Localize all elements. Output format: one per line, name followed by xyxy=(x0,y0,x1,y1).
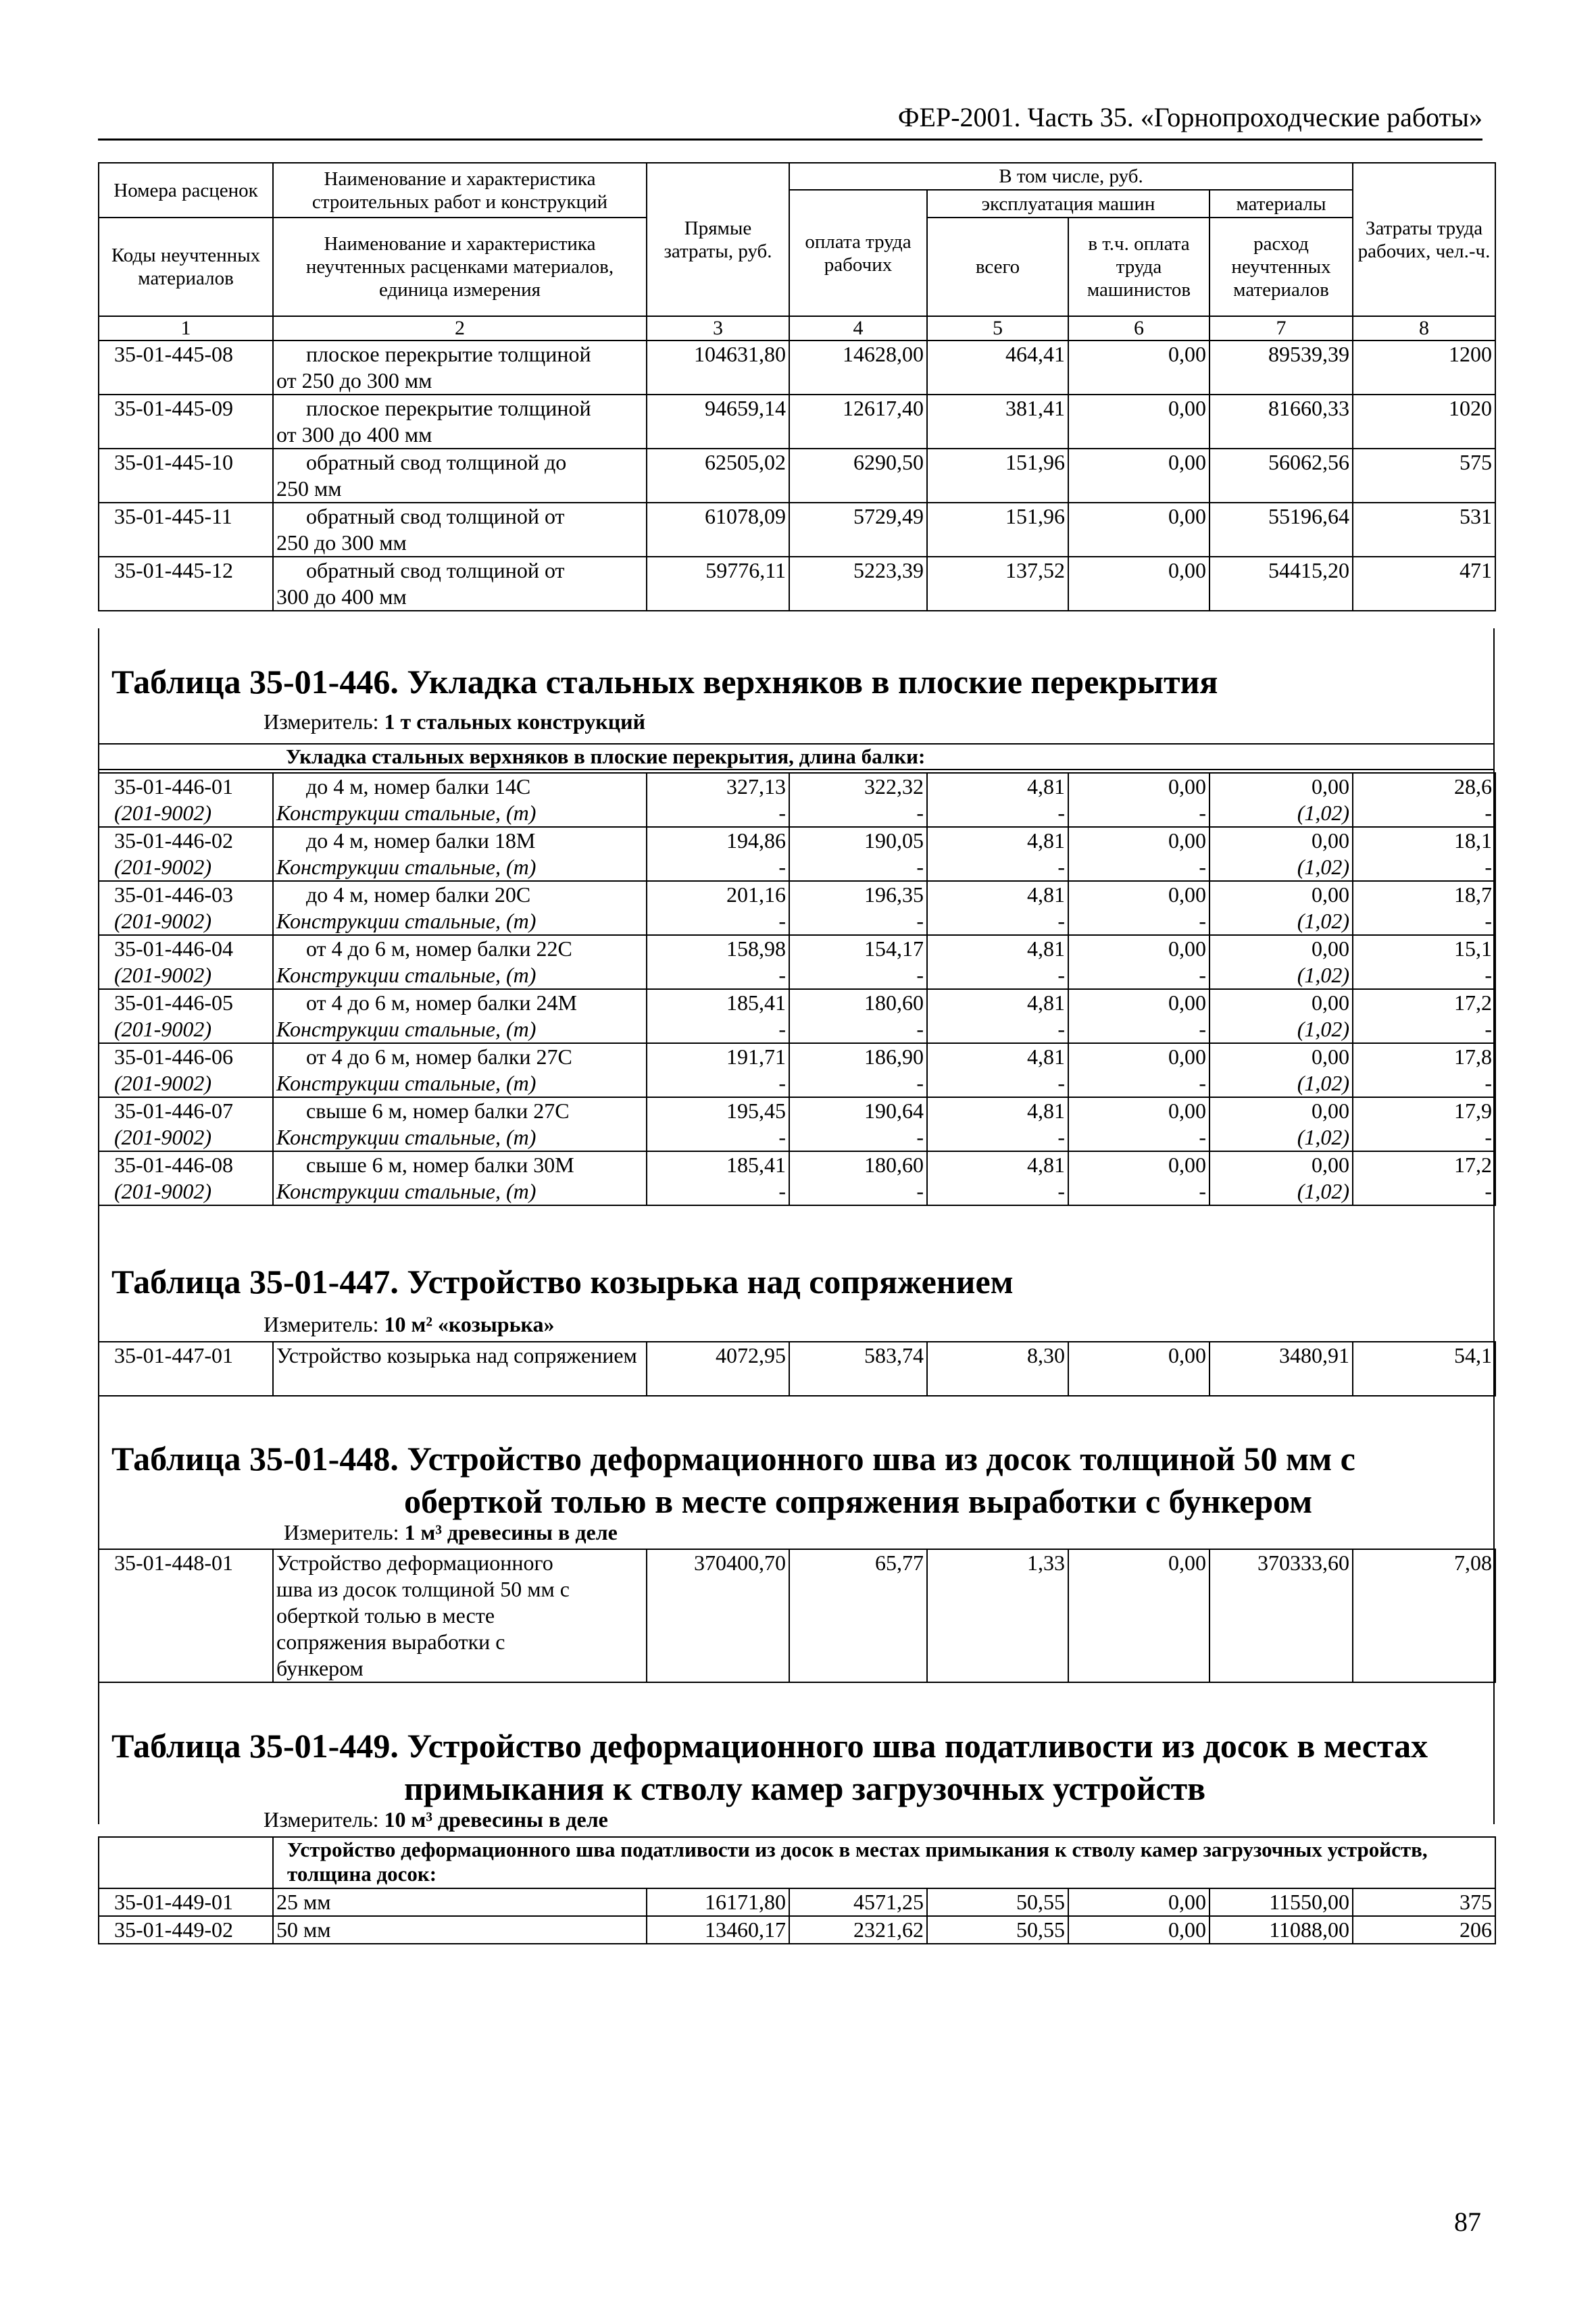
table-449-title-line2: примыкания к стволу камер загрузочных устройств xyxy=(404,1769,1206,1807)
cell-mach: 4,81 xyxy=(927,881,1068,908)
rate-name xyxy=(273,1151,647,1178)
table-cell: 13460,17 xyxy=(647,1916,789,1944)
material-name: Конструкции стальные, (т) xyxy=(273,962,647,989)
col-index: 8 xyxy=(1353,316,1495,341)
dash-cell: - xyxy=(789,1070,927,1097)
col-wage: оплата труда рабочих xyxy=(789,190,927,316)
table-cell: 35-01-445-11 xyxy=(99,503,273,557)
dash-cell: - xyxy=(789,1016,927,1043)
rate-name xyxy=(273,989,647,1016)
cell-direct: 191,71 xyxy=(647,1043,789,1070)
table-cell: Измеритель: xyxy=(264,1807,379,1832)
table-cell: 583,74 xyxy=(789,1342,927,1396)
cell-labor: 18,1 xyxy=(1353,827,1495,854)
cell-mat: 0,00 xyxy=(1210,827,1353,854)
dash-cell: - xyxy=(1353,1070,1495,1097)
material-row xyxy=(99,908,1495,935)
table-cell: 14628,00 xyxy=(789,341,927,395)
cell-wage: 322,32 xyxy=(789,773,927,800)
table-cell: 0,00 xyxy=(1068,341,1210,395)
table-447 xyxy=(98,1341,1496,1397)
cell-wage: 180,60 xyxy=(789,989,927,1016)
table-cell: 7,08 xyxy=(1353,1549,1495,1682)
table-cell: 5729,49 xyxy=(789,503,927,557)
table-cell: 35-01-445-08 xyxy=(99,341,273,395)
table-446 xyxy=(98,743,1495,770)
dash-cell: - xyxy=(647,962,789,989)
table-row xyxy=(99,1888,1495,1916)
dash-cell: - xyxy=(1068,1178,1210,1205)
material-row xyxy=(99,800,1495,827)
dash-cell: - xyxy=(927,908,1068,935)
table-cell: 35-01-449-01 xyxy=(99,1888,273,1916)
table-row xyxy=(99,1342,1495,1396)
cell-direct: 185,41 xyxy=(647,989,789,1016)
table-cell: Измеритель: xyxy=(264,1312,379,1336)
table-row xyxy=(99,1043,1495,1070)
rate-code: 35-01-446-05 xyxy=(99,989,273,1016)
rate-name xyxy=(273,935,647,962)
cell-labor: 17,2 xyxy=(1353,1151,1495,1178)
cell-labor: 17,8 xyxy=(1353,1043,1495,1070)
table-cell: обратный свод толщиной от xyxy=(306,558,565,582)
cell-mat: 0,00 xyxy=(1210,935,1353,962)
header-row-top xyxy=(99,163,1495,190)
col-index: 7 xyxy=(1210,316,1353,341)
dash-cell: - xyxy=(1353,854,1495,881)
table-cell: плоское перекрытие толщиной xyxy=(306,342,591,366)
material-usage: (1,02) xyxy=(1210,1124,1353,1151)
dash-cell: - xyxy=(927,800,1068,827)
col-index: 2 xyxy=(273,316,647,341)
table-446-measure xyxy=(264,709,645,734)
cell-direct: 185,41 xyxy=(647,1151,789,1178)
rate-name xyxy=(273,1097,647,1124)
table-cell: от 4 до 6 м, номер балки 27С xyxy=(306,1045,572,1069)
cell-direct: 158,98 xyxy=(647,935,789,962)
table-cell: 56062,56 xyxy=(1210,449,1353,503)
table-446-title: Таблица 35-01-446. Укладка стальных верхняков в плоские перекрытия xyxy=(111,663,1218,701)
table-cell: 1,33 xyxy=(927,1549,1068,1682)
table-cell: 3480,91 xyxy=(1210,1342,1353,1396)
material-usage: (1,02) xyxy=(1210,908,1353,935)
table-cell: 151,96 xyxy=(927,449,1068,503)
col-index: 5 xyxy=(927,316,1068,341)
group-header xyxy=(98,744,1495,770)
cell-mach-wage: 0,00 xyxy=(1068,935,1210,962)
dash-cell: - xyxy=(1353,800,1495,827)
col-name-bottom: Наименование и характеристика неучтенных расценками материалов, единица измерения xyxy=(273,218,647,316)
table-448 xyxy=(98,1549,1496,1683)
col-index: 4 xyxy=(789,316,927,341)
table-cell: 151,96 xyxy=(927,503,1068,557)
dash-cell: - xyxy=(1353,962,1495,989)
cell-mat: 0,00 xyxy=(1210,1043,1353,1070)
table-cell: 0,00 xyxy=(1068,1888,1210,1916)
rate-code: 35-01-446-08 xyxy=(99,1151,273,1178)
table-cell: 11088,00 xyxy=(1210,1916,1353,1944)
table-cell: 55196,64 xyxy=(1210,503,1353,557)
table-cell: 370400,70 xyxy=(647,1549,789,1682)
dash-cell: - xyxy=(927,1124,1068,1151)
dash-cell: - xyxy=(1068,1124,1210,1151)
dash-cell: - xyxy=(789,854,927,881)
dash-cell: - xyxy=(647,1070,789,1097)
material-row xyxy=(99,962,1495,989)
table-cell: 1 т стальных конструкций xyxy=(384,709,646,734)
cell-direct: 194,86 xyxy=(647,827,789,854)
table-cell: 370333,60 xyxy=(1210,1549,1353,1682)
rate-name xyxy=(273,773,647,800)
table-cell: 575 xyxy=(1353,449,1495,503)
table-449 xyxy=(98,1836,1496,1944)
table-cell: 137,52 xyxy=(927,557,1068,611)
material-name: Конструкции стальные, (т) xyxy=(273,800,647,827)
cell-wage: 190,64 xyxy=(789,1097,927,1124)
table-row xyxy=(99,1097,1495,1124)
table-cell: 65,77 xyxy=(789,1549,927,1682)
table-row xyxy=(99,881,1495,908)
table-cell: 0,00 xyxy=(1068,1549,1210,1682)
material-name: Конструкции стальные, (т) xyxy=(273,1178,647,1205)
table-cell: 54415,20 xyxy=(1210,557,1353,611)
running-title: ФЕР-2001. Часть 35. «Горнопроходческие работы» xyxy=(897,102,1482,132)
cell-mach-wage: 0,00 xyxy=(1068,989,1210,1016)
table-cell: 5223,39 xyxy=(789,557,927,611)
material-usage: (1,02) xyxy=(1210,1178,1353,1205)
table-cell: 250 мм xyxy=(276,476,342,501)
material-usage: (1,02) xyxy=(1210,1070,1353,1097)
table-row xyxy=(99,341,1495,395)
table-cell: 464,41 xyxy=(927,341,1068,395)
col-incl: В том числе, руб. xyxy=(789,163,1353,190)
page-number: 87 xyxy=(1454,2207,1481,2237)
cell-mach-wage: 0,00 xyxy=(1068,1097,1210,1124)
dash-cell: - xyxy=(927,1016,1068,1043)
table-cell: Измеритель: xyxy=(264,709,379,734)
table-cell: обратный свод толщиной от xyxy=(306,504,565,528)
table-447-title: Таблица 35-01-447. Устройство козырька над сопряжением xyxy=(111,1263,1014,1301)
cell-mat: 0,00 xyxy=(1210,1097,1353,1124)
dash-cell: - xyxy=(647,1124,789,1151)
table-row xyxy=(99,1916,1495,1944)
table-cell: плоское перекрытие толщиной xyxy=(306,396,591,420)
material-code: (201-9002) xyxy=(99,854,273,881)
col-index: 6 xyxy=(1068,316,1210,341)
table-row xyxy=(99,827,1495,854)
rate-code: 35-01-446-06 xyxy=(99,1043,273,1070)
table-cell: 81660,33 xyxy=(1210,395,1353,449)
material-code: (201-9002) xyxy=(99,1178,273,1205)
material-name: Конструкции стальные, (т) xyxy=(273,1070,647,1097)
table-cell: Укладка стальных верхняков в плоские перекрытия, длина балки: xyxy=(272,744,1495,770)
dash-cell: - xyxy=(647,1016,789,1043)
table-row xyxy=(99,935,1495,962)
table-cell: 1 м³ древесины в деле xyxy=(404,1520,618,1544)
table-cell: 35-01-448-01 xyxy=(99,1549,273,1682)
dash-cell: - xyxy=(1353,908,1495,935)
dash-cell: - xyxy=(789,908,927,935)
table-cell: 0,00 xyxy=(1068,449,1210,503)
table-cell: 4571,25 xyxy=(789,1888,927,1916)
group-header xyxy=(99,1837,1495,1888)
dash-cell: - xyxy=(1068,1016,1210,1043)
table-cell: 1020 xyxy=(1353,395,1495,449)
material-code: (201-9002) xyxy=(99,1016,273,1043)
table-cell: 250 до 300 мм xyxy=(276,530,407,555)
table-row xyxy=(99,449,1495,503)
cell-mat: 0,00 xyxy=(1210,881,1353,908)
table-cell: 2321,62 xyxy=(789,1916,927,1944)
dash-cell: - xyxy=(1068,1070,1210,1097)
dash-cell: - xyxy=(647,1178,789,1205)
table-cell: 206 xyxy=(1353,1916,1495,1944)
rate-code: 35-01-446-03 xyxy=(99,881,273,908)
table-cell: 0,00 xyxy=(1068,557,1210,611)
cell-mat: 0,00 xyxy=(1210,773,1353,800)
material-code: (201-9002) xyxy=(99,908,273,935)
material-usage: (1,02) xyxy=(1210,1016,1353,1043)
table-cell: 59776,11 xyxy=(647,557,789,611)
col-index: 1 xyxy=(99,316,273,341)
table-cell: 35-01-445-10 xyxy=(99,449,273,503)
table-cell: Устройство козырька над сопряжением xyxy=(273,1342,647,1396)
rate-code: 35-01-446-02 xyxy=(99,827,273,854)
material-row xyxy=(99,1070,1495,1097)
table-446-body xyxy=(98,772,1496,1206)
table-cell: от 300 до 400 мм xyxy=(276,422,432,447)
table-cell: 375 xyxy=(1353,1888,1495,1916)
col-materials-usage: расход неучтенных материалов xyxy=(1210,218,1353,316)
table-cell: 531 xyxy=(1353,503,1495,557)
table-cell: до 4 м, номер балки 18М xyxy=(306,828,536,853)
table-cell: 0,00 xyxy=(1068,1916,1210,1944)
cell-mach-wage: 0,00 xyxy=(1068,1043,1210,1070)
rate-name xyxy=(273,827,647,854)
table-row xyxy=(99,395,1495,449)
cell-wage: 180,60 xyxy=(789,1151,927,1178)
col-name-top: Наименование и характеристика строительных работ и конструкций xyxy=(273,163,647,218)
table-cell: 300 до 400 мм xyxy=(276,584,407,609)
dash-cell: - xyxy=(647,854,789,881)
table-cell: Измеритель: xyxy=(284,1520,399,1544)
dash-cell: - xyxy=(927,854,1068,881)
table-row xyxy=(99,773,1495,800)
cell-mach: 4,81 xyxy=(927,1151,1068,1178)
material-usage: (1,02) xyxy=(1210,800,1353,827)
table-cell: 35-01-445-09 xyxy=(99,395,273,449)
material-code: (201-9002) xyxy=(99,1070,273,1097)
table-cell: 4072,95 xyxy=(647,1342,789,1396)
table-row xyxy=(99,557,1495,611)
cell-direct: 327,13 xyxy=(647,773,789,800)
cell-mach: 4,81 xyxy=(927,1097,1068,1124)
dash-cell: - xyxy=(647,908,789,935)
cell-mach: 4,81 xyxy=(927,773,1068,800)
material-name: Конструкции стальные, (т) xyxy=(273,1124,647,1151)
cell-mat: 0,00 xyxy=(1210,989,1353,1016)
cell-wage: 196,35 xyxy=(789,881,927,908)
table-445 xyxy=(98,162,1496,611)
material-row xyxy=(99,1178,1495,1205)
cell-labor: 28,6 xyxy=(1353,773,1495,800)
cell-wage: 186,90 xyxy=(789,1043,927,1070)
table-cell: обратный свод толщиной до xyxy=(306,450,567,474)
table-cell: 8,30 xyxy=(927,1342,1068,1396)
table-cell: 0,00 xyxy=(1068,395,1210,449)
table-448-measure xyxy=(284,1520,618,1545)
cell-labor: 15,1 xyxy=(1353,935,1495,962)
table-cell: 471 xyxy=(1353,557,1495,611)
material-code: (201-9002) xyxy=(99,1124,273,1151)
material-code: (201-9002) xyxy=(99,962,273,989)
cell-mach: 4,81 xyxy=(927,1043,1068,1070)
dash-cell: - xyxy=(1068,962,1210,989)
table-row xyxy=(99,503,1495,557)
col-index: 3 xyxy=(647,316,789,341)
cell-mach: 4,81 xyxy=(927,935,1068,962)
dash-cell: - xyxy=(789,800,927,827)
table-cell: 25 мм xyxy=(273,1888,647,1916)
table-cell: 61078,09 xyxy=(647,503,789,557)
col-machines: эксплуатация машин xyxy=(927,190,1210,218)
col-num-top: Номера расценок xyxy=(99,163,273,218)
dash-cell: - xyxy=(1353,1178,1495,1205)
dash-cell: - xyxy=(1068,800,1210,827)
material-row xyxy=(99,854,1495,881)
table-cell: 0,00 xyxy=(1068,1342,1210,1396)
rate-code: 35-01-446-07 xyxy=(99,1097,273,1124)
material-code: (201-9002) xyxy=(99,800,273,827)
table-cell: от 250 до 300 мм xyxy=(276,368,432,393)
table-cell: 104631,80 xyxy=(647,341,789,395)
dash-cell: - xyxy=(927,1070,1068,1097)
col-labor: Затраты труда рабочих, чел.-ч. xyxy=(1353,163,1495,316)
table-446-rows xyxy=(98,772,1496,1206)
material-usage: (1,02) xyxy=(1210,854,1353,881)
cell-direct: 195,45 xyxy=(647,1097,789,1124)
col-machines-total: всего xyxy=(927,218,1068,316)
table-cell: от 4 до 6 м, номер балки 22С xyxy=(306,936,572,961)
table-row xyxy=(99,1151,1495,1178)
table-cell: 94659,14 xyxy=(647,395,789,449)
table-448-title-line2: оберткой толью в месте сопряжения выработки с бункером xyxy=(404,1482,1313,1520)
material-name: Конструкции стальные, (т) xyxy=(273,908,647,935)
table-cell: 1200 xyxy=(1353,341,1495,395)
cell-wage: 154,17 xyxy=(789,935,927,962)
table-cell: 10 м² «козырька» xyxy=(384,1312,555,1336)
table-cell: 62505,02 xyxy=(647,449,789,503)
table-cell: 10 м³ древесины в деле xyxy=(384,1807,608,1832)
rate-name xyxy=(273,1043,647,1070)
table-cell: 12617,40 xyxy=(789,395,927,449)
table-cell: 50 мм xyxy=(273,1916,647,1944)
cell-mach-wage: 0,00 xyxy=(1068,881,1210,908)
cell-mach-wage: 0,00 xyxy=(1068,827,1210,854)
header-rule xyxy=(98,139,1482,141)
table-cell: от 4 до 6 м, номер балки 24М xyxy=(306,990,577,1015)
dash-cell: - xyxy=(1353,1124,1495,1151)
cell-mach-wage: 0,00 xyxy=(1068,1151,1210,1178)
table-cell: 35-01-445-12 xyxy=(99,557,273,611)
table-cell: 50,55 xyxy=(927,1916,1068,1944)
cell-labor: 18,7 xyxy=(1353,881,1495,908)
col-materials: материалы xyxy=(1210,190,1353,218)
table-cell: Устройство деформационного шва из досок толщиной 50 мм с оберткой толью в месте сопряжения выработки с бункером xyxy=(273,1549,647,1682)
cell-mach: 4,81 xyxy=(927,827,1068,854)
cell-mach-wage: 0,00 xyxy=(1068,773,1210,800)
table-cell: 6290,50 xyxy=(789,449,927,503)
table-cell: 35-01-447-01 xyxy=(99,1342,273,1396)
table-cell: 0,00 xyxy=(1068,503,1210,557)
dash-cell: - xyxy=(1353,1016,1495,1043)
table-cell: 50,55 xyxy=(927,1888,1068,1916)
rate-name xyxy=(273,881,647,908)
table-cell: 381,41 xyxy=(927,395,1068,449)
cell-mat: 0,00 xyxy=(1210,1151,1353,1178)
dash-cell: - xyxy=(1068,908,1210,935)
table-cell: до 4 м, номер балки 20С xyxy=(306,882,531,907)
material-row xyxy=(99,1016,1495,1043)
table-cell: 11550,00 xyxy=(1210,1888,1353,1916)
table-449-measure xyxy=(264,1807,608,1832)
table-cell: 16171,80 xyxy=(647,1888,789,1916)
table-cell: 54,1 xyxy=(1353,1342,1495,1396)
cell-wage: 190,05 xyxy=(789,827,927,854)
table-cell: 89539,39 xyxy=(1210,341,1353,395)
dash-cell: - xyxy=(927,962,1068,989)
cell-mach: 4,81 xyxy=(927,989,1068,1016)
material-row xyxy=(99,1124,1495,1151)
cell-direct: 201,16 xyxy=(647,881,789,908)
table-cell: до 4 м, номер балки 14С xyxy=(306,774,531,799)
dash-cell: - xyxy=(789,962,927,989)
dash-cell: - xyxy=(927,1178,1068,1205)
table-449-title: Таблица 35-01-449. Устройство деформационного шва податливости из досок в местах xyxy=(111,1727,1428,1765)
table-cell: 35-01-449-02 xyxy=(99,1916,273,1944)
dash-cell: - xyxy=(1068,854,1210,881)
table-row xyxy=(99,1549,1495,1682)
col-num-bottom: Коды неучтенных материалов xyxy=(99,218,273,316)
dash-cell: - xyxy=(789,1124,927,1151)
col-machines-wage: в т.ч. оплата труда машинистов xyxy=(1068,218,1210,316)
material-name: Конструкции стальные, (т) xyxy=(273,854,647,881)
table-cell: Устройство деформационного шва податливости из досок в местах примыкания к стволу камер загрузочных устройств, толщина досок: xyxy=(273,1837,1495,1888)
material-usage: (1,02) xyxy=(1210,962,1353,989)
table-cell: свыше 6 м, номер балки 30М xyxy=(306,1153,574,1177)
table-row xyxy=(99,989,1495,1016)
rate-code: 35-01-446-01 xyxy=(99,773,273,800)
cell-labor: 17,2 xyxy=(1353,989,1495,1016)
table-447-measure xyxy=(264,1312,554,1337)
header-index-row xyxy=(99,316,1495,341)
dash-cell: - xyxy=(789,1178,927,1205)
table-cell: свыше 6 м, номер балки 27С xyxy=(306,1099,570,1123)
cell-labor: 17,9 xyxy=(1353,1097,1495,1124)
rate-code: 35-01-446-04 xyxy=(99,935,273,962)
dash-cell: - xyxy=(647,800,789,827)
material-name: Конструкции стальные, (т) xyxy=(273,1016,647,1043)
table-448-title: Таблица 35-01-448. Устройство деформационного шва из досок толщиной 50 мм с xyxy=(111,1440,1355,1478)
col-direct: Прямые затраты, руб. xyxy=(647,163,789,316)
